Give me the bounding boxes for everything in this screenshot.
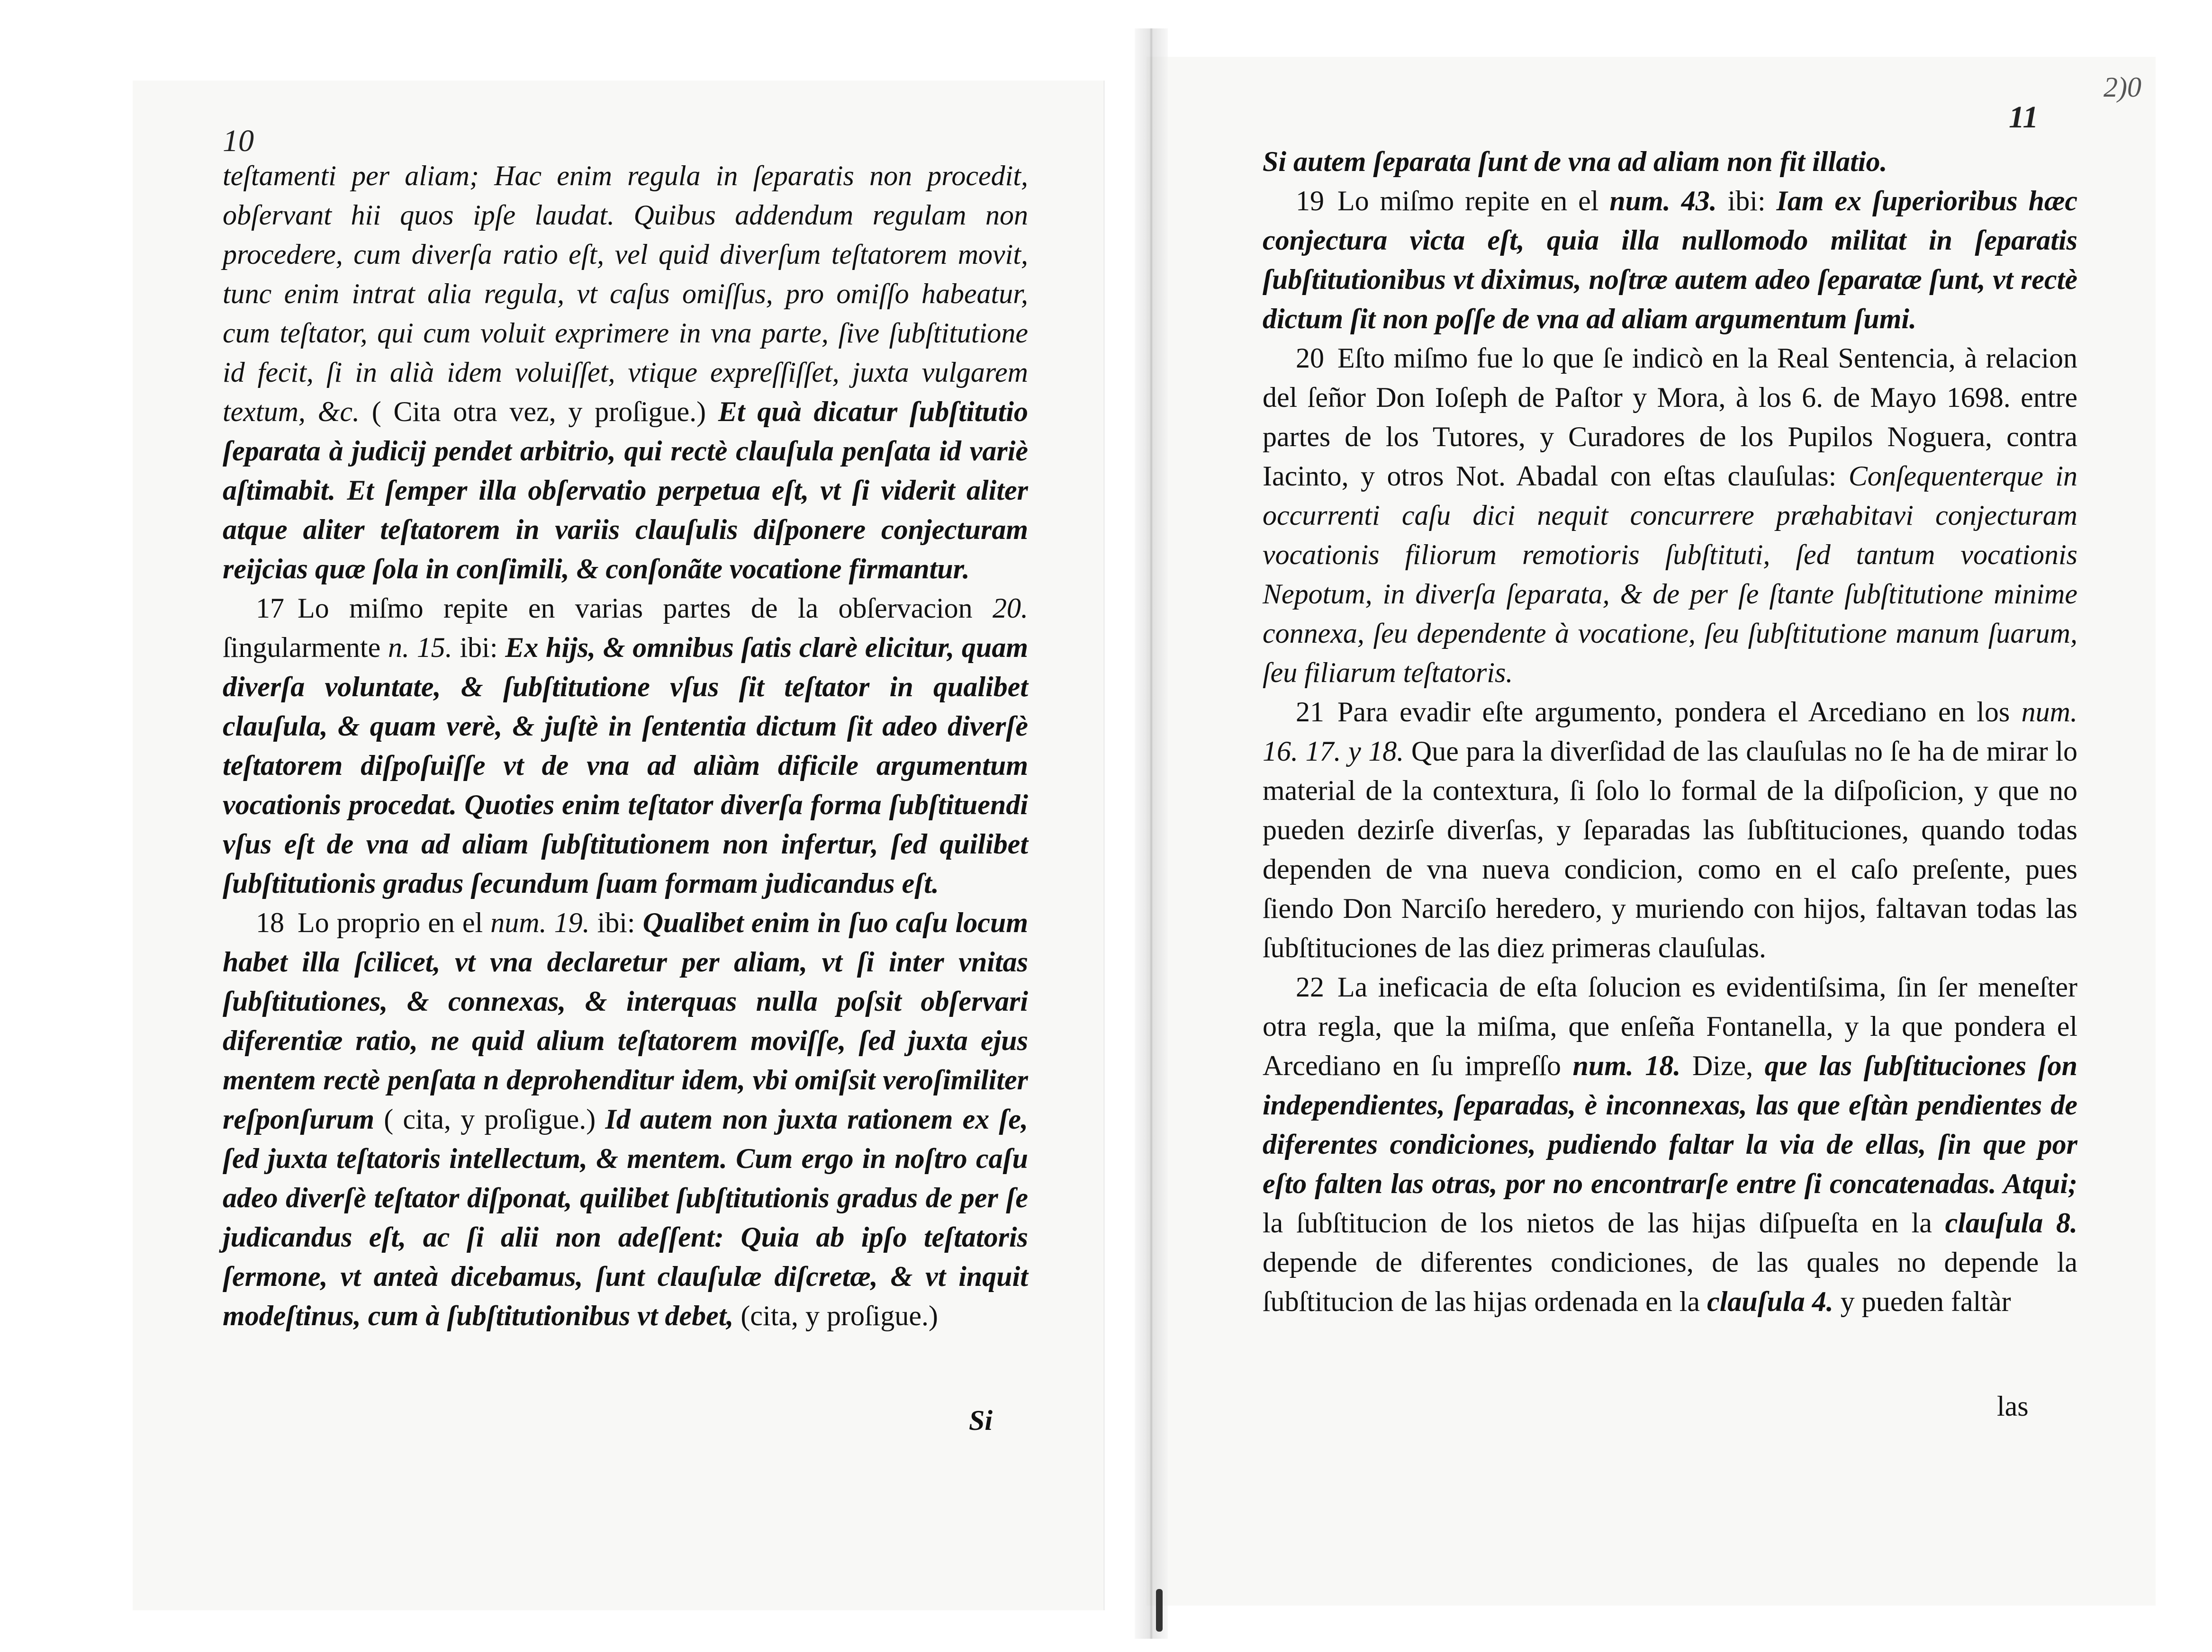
reference: num. 19. <box>490 907 590 938</box>
reference: num. 18. <box>1572 1050 1681 1081</box>
left-text-column <box>223 156 1028 1336</box>
observation-number: 20. <box>993 593 1028 624</box>
paragraph-18-continued <box>1263 142 2077 181</box>
paragraph-text: Dize, <box>1680 1050 1765 1081</box>
citation-note: ( cita, y proſigue.) <box>384 1104 605 1135</box>
paragraph-text: ibi: <box>452 632 506 663</box>
paragraph-number: 20 <box>1296 342 1324 374</box>
paragraph-18 <box>223 903 1028 1336</box>
page-number-left: 10 <box>223 124 254 158</box>
latin-quote: teſtamenti per aliam; Hac enim regula in ſeparatis non procedit, obſervant hii quos ipſe laudat. Quibus addendum regulam non procedere, cum diverſa ratio eſt, vel quid diverſum teſtatorem movit, tunc enim intrat alia regula, vt caſus omiſſus, pro omiſſo habeatur, cum teſtator, qui cum voluit exprimere in vna parte, ſive ſubſtitutione id fecit, ſi in alià idem voluiſſet, vtique expreſſiſſet, juxta vulgarem textum, &c. <box>223 160 1028 427</box>
gutter-mark <box>1156 1589 1163 1632</box>
catchword-left: Si <box>969 1405 993 1436</box>
latin-quote: Qualibet enim in ſuo caſu locum habet illa ſcilicet, vt vna declaretur per aliam, vt ſi inter vnitas ſubſtitutiones, & connexas, & interquas nulla poſsit obſervari diferentiæ ratio, ne quid alium teſtatorem moviſſe, ſed juxta ejus mentem rectè penſata n deprohenditur idem, vbi omiſsit veroſimiliter reſponſurum <box>223 907 1028 1135</box>
catchword-right: las <box>1997 1391 2029 1422</box>
page-number-right: 11 <box>2009 100 2039 135</box>
paragraph-text: ibi: <box>589 907 643 938</box>
paragraph-text: Lo proprio en el <box>298 907 491 938</box>
paragraph-21 <box>1263 692 2077 968</box>
reference: n. 15. <box>388 632 452 663</box>
latin-quote: Ex hijs, & omnibus ſatis clarè elicitur, quam diverſa voluntate, & ſubſtitutione vſus ſit teſtator in qualibet clauſula, & quam verè, & juſtè in ſententia dictum ſit adeo diverſè teſtatorem diſpoſuiſſe vt de vna ad aliàm dificile argumentum vocationis procedat. Quoties enim teſtator diverſa forma ſubſtituendi vſus eſt de vna ad aliam ſubſtitutionem non infertur, ſed quilibet ſubſtitutionis gradus ſecundum ſuam formam judicandus eſt. <box>223 632 1029 899</box>
paragraph-16-continued <box>223 156 1028 589</box>
paragraph-text: Que para la diverſidad de las clauſulas no ſe ha de mirar lo material de la contextura, ſi ſolo lo formal de la diſpoſicion, y que no pueden dezirſe diverſas, y ſeparadas las ſubſtituciones, quando todas dependen de vna nueva condicion, como en el caſo preſente, pues ſiendo Don Narciſo heredero, y muriendo con hijos, faltavan todas las ſubſtituciones de las diez primeras clauſulas. <box>1263 736 2078 963</box>
paragraph-text: la ſubſtitucion de los nietos de las hijas diſpueſta en la <box>1263 1207 1945 1239</box>
latin-quote: que las ſubſtituciones ſon independientes, ſeparadas, è inconnexas, las que eſtàn pendientes de diferentes condiciones, pudiendo faltar la via de ellas, ſin que por eſto falten las otras, por no encontrarſe entre ſi concatenadas. Atqui; <box>1263 1050 2077 1199</box>
latin-quote: Conſequenterque in occurrenti caſu dici nequit concurrere præhabitavi conjecturam vocationis filiorum remotioris ſubſtituti, ſed tantum vocationis Nepotum, in diverſa ſeparata, & de per ſe ſtante ſubſtitutione minime connexa, ſeu dependente à vocatione, ſeu ſubſtitutione manum ſuarum, ſeu filiarum teſtatoris. <box>1263 460 2077 688</box>
paragraph-text: ſingularmente <box>223 632 388 663</box>
latin-quote: Id autem non juxta rationem ex ſe, ſed juxta teſtatoris intellectum, & mentem. Cum ergo in noſtro caſu adeo diverſè teſtator diſponat, quilibet ſubſtitutionis gradus de per ſe judicandus eſt, ac ſi alii non adeſſent: Quia ab ipſo teſtatoris ſermone, vt anteà dicebamus, ſunt clauſulæ diſcretæ, & vt inquit modeſtinus, cum à ſubſtitutionibus vt debet, <box>223 1104 1029 1331</box>
paragraph-text: y pueden faltàr <box>1833 1286 2011 1317</box>
right-text-column <box>1263 142 2077 1321</box>
paragraph-20 <box>1263 339 2077 692</box>
paragraph-number: 22 <box>1296 971 1324 1003</box>
reference: num. 43. <box>1609 185 1717 216</box>
paragraph-22 <box>1263 968 2077 1321</box>
citation-note: ( Cita otra vez, y proſigue.) <box>371 396 718 427</box>
paragraph-text: Lo miſmo repite en varias partes de la obſervacion <box>298 593 993 624</box>
paragraph-text: Eſto miſmo fue lo que ſe indicò en la Real Sentencia, à relacion del ſeñor Don Ioſeph de Paſtor y Mora, à los 6. de Mayo 1698. entre partes de los Tutores, y Curadores de los Pupilos Noguera, contra Iacinto, y otros Not. Abadal con eſtas clauſulas: <box>1263 342 2077 492</box>
latin-quote: Si autem ſeparata ſunt de vna ad aliam non fit illatio. <box>1263 146 1887 177</box>
paragraph-number: 21 <box>1296 696 1324 727</box>
latin-quote: Et quà dicatur ſubſtitutio ſeparata à judicij pendet arbitrio, qui rectè clauſula penſata id variè aſtimabit. Et ſemper illa obſervatio perpetua eſt, vt ſi viderit aliter atque aliter teſtatorem in variis clauſulis diſponere conjecturam reijcias quæ ſola in conſimili, & conſonãte vocatione firmantur. <box>223 396 1028 584</box>
paragraph-number: 17 <box>256 593 284 624</box>
paragraph-number: 18 <box>256 907 284 938</box>
paragraph-number: 19 <box>1296 185 1324 216</box>
paragraph-19 <box>1263 181 2077 339</box>
reference: num. 16. 17. y 18. <box>1263 696 2077 767</box>
manuscript-folio-mark: 2)0 <box>2104 72 2141 103</box>
paragraph-text: depende de diferentes condiciones, de las quales no depende la ſubſtitucion de las hijas ordenada en la <box>1263 1247 2077 1317</box>
paragraph-text: Lo miſmo repite en el <box>1337 185 1610 216</box>
reference: clauſula 4. <box>1707 1286 1833 1317</box>
paragraph-text: La ineficacia de eſta ſolucion es evidentiſsima, ſin ſer meneſter otra regla, que la miſma, que enſeña Fontanella, y la que pondera el Arcediano en ſu impreſſo <box>1263 971 2077 1081</box>
book-gutter <box>1135 28 1168 1639</box>
paragraph-text: ibi: <box>1716 185 1777 216</box>
paragraph-17 <box>223 589 1028 903</box>
reference: clauſula 8. <box>1945 1207 2077 1239</box>
latin-quote: Iam ex ſuperioribus hæc conjectura victa eſt, quia illa nullomodo militat in ſeparatis ſubſtitutionibus vt diximus, noſtræ autem adeo ſeparatæ ſunt, vt rectè dictum ſit non poſſe de vna ad aliam argumentum ſumi. <box>1263 185 2077 334</box>
citation-note: (cita, y proſigue.) <box>740 1300 938 1331</box>
paragraph-text: Para evadir eſte argumento, pondera el Arcediano en los <box>1337 696 2022 727</box>
